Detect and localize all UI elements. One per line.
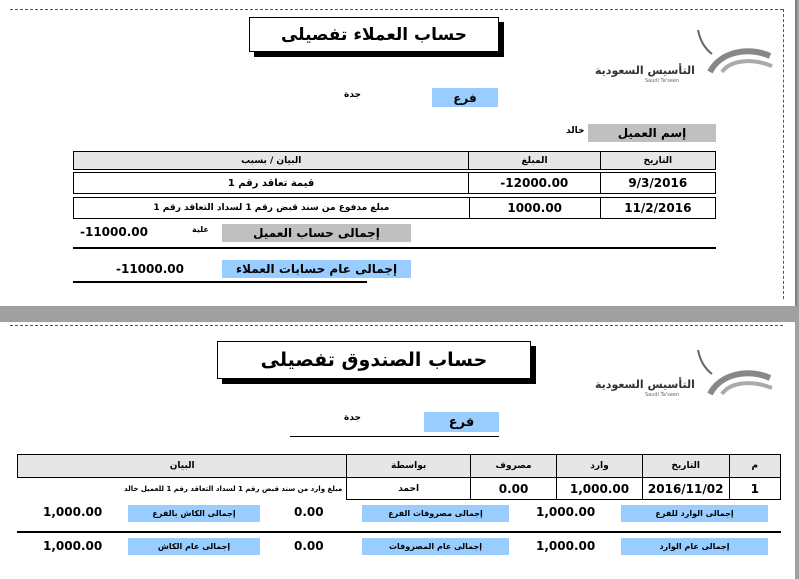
branch-out-total-label: إجمالى مصروفات الفرع bbox=[362, 505, 509, 522]
row-in: 1,000.00 bbox=[557, 478, 643, 500]
grand-in-total-label: إجمالى عام الوارد bbox=[621, 538, 768, 555]
customer-total-label: إجمالى حساب العميل bbox=[222, 224, 411, 242]
branch-label: فرع bbox=[424, 412, 499, 432]
customer-transactions-table bbox=[73, 151, 716, 170]
grand-total-underline bbox=[73, 281, 367, 283]
customer-name-label: إسم العميل bbox=[588, 124, 716, 142]
row-desc: مبلغ وارد من سند قبض رقم 1 لسداد التعاقد رقم 1 للعميل خالد bbox=[18, 478, 347, 500]
row-amount: 1000.00 bbox=[469, 198, 600, 219]
grand-in-total-value: 1,000.00 bbox=[536, 539, 596, 553]
row-by: احمد bbox=[347, 478, 471, 500]
branch-value: جدة bbox=[344, 413, 361, 423]
page-border-right bbox=[783, 9, 784, 299]
row-desc: قيمة تعاقد رقم 1 bbox=[74, 173, 469, 194]
branch-in-total-label: إجمالى الوارد للفرع bbox=[621, 505, 768, 522]
transaction-row-1 bbox=[73, 172, 716, 194]
branch-cash-total-label: إجمالى الكاش بالفرع bbox=[128, 505, 260, 522]
column-header-date: التاريخ bbox=[600, 152, 715, 170]
customer-name-value: خالد bbox=[566, 126, 585, 136]
grand-out-total-value: 0.00 bbox=[294, 539, 324, 553]
column-header-by: بواسطة bbox=[347, 455, 471, 478]
logo-name-ar: التأسيس السعودية bbox=[595, 378, 695, 391]
column-header-num: م bbox=[729, 455, 780, 478]
row-desc: مبلغ مدفوع من سند قبض رقم 1 لسداد التعاقد رقم 1 bbox=[74, 198, 470, 219]
column-header-amount: المبلغ bbox=[469, 152, 600, 170]
cashbox-table bbox=[17, 454, 781, 500]
total-separator bbox=[73, 247, 716, 249]
branch-cash-total-value: 1,000.00 bbox=[43, 505, 103, 519]
table-header-row bbox=[18, 455, 781, 478]
logo-name-en: Saudi Ta'seen bbox=[645, 392, 680, 398]
row-out: 0.00 bbox=[470, 478, 556, 500]
grand-total-label: إجمالى عام حسابات العملاء bbox=[222, 260, 411, 278]
page-border-top bbox=[10, 325, 783, 326]
transaction-row-2 bbox=[73, 197, 716, 219]
row-amount: -12000.00 bbox=[469, 173, 600, 194]
cashbox-report-sheet bbox=[0, 322, 795, 579]
grand-cash-total-label: إجمالى عام الكاش bbox=[128, 538, 260, 555]
logo-name-ar: التأسيس السعودية bbox=[595, 64, 695, 77]
customer-total-note: علية bbox=[192, 225, 209, 234]
page-border-top bbox=[10, 9, 783, 10]
row-date: 2016/11/02 bbox=[642, 478, 729, 500]
column-header-out: مصروف bbox=[470, 455, 556, 478]
report-title: حساب الصندوق تفصيلى bbox=[217, 341, 531, 379]
column-header-in: وارد bbox=[557, 455, 643, 478]
branch-value: جدة bbox=[344, 90, 361, 100]
branch-label: فرع bbox=[432, 88, 498, 107]
page-divider bbox=[0, 306, 799, 322]
table-header-row bbox=[74, 152, 716, 170]
column-header-desc: البيان / بسبب bbox=[74, 152, 469, 170]
column-header-desc: البيان bbox=[18, 455, 347, 478]
grand-cash-total-value: 1,000.00 bbox=[43, 539, 103, 553]
report-title: حساب العملاء تفصيلى bbox=[249, 17, 499, 52]
column-header-date: التاريخ bbox=[642, 455, 729, 478]
grand-total-value: -11000.00 bbox=[116, 262, 184, 276]
row-num: 1 bbox=[729, 478, 780, 500]
branch-in-total-value: 1,000.00 bbox=[536, 505, 596, 519]
branch-underline bbox=[290, 436, 499, 437]
branch-out-total-value: 0.00 bbox=[294, 505, 324, 519]
grand-out-total-label: إجمالى عام المصروفات bbox=[362, 538, 509, 555]
grand-total-separator bbox=[17, 531, 781, 533]
table-row bbox=[18, 478, 781, 500]
customer-total-value: -11000.00 bbox=[80, 225, 148, 239]
row-date: 9/3/2016 bbox=[600, 173, 716, 194]
row-date: 11/2/2016 bbox=[600, 198, 715, 219]
logo-name-en: Saudi Ta'seen bbox=[645, 78, 680, 84]
